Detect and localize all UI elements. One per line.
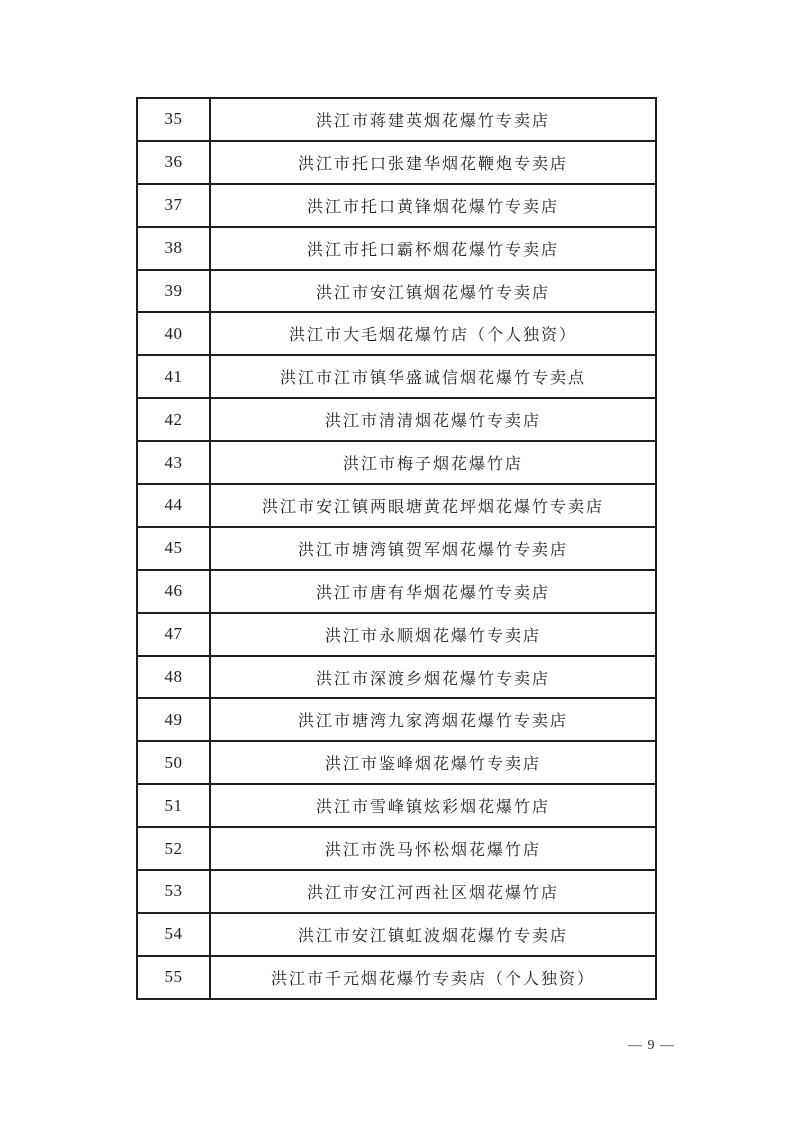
table-row: [137, 98, 656, 141]
table-row: [137, 312, 656, 355]
store-name: 洪江市托口张建华烟花鞭炮专卖店: [210, 141, 656, 184]
table-row: [137, 870, 656, 913]
table-row: [137, 141, 656, 184]
table-row: [137, 827, 656, 870]
store-name: 洪江市安江镇两眼塘黄花坪烟花爆竹专卖店: [210, 484, 656, 527]
table-row: [137, 698, 656, 741]
table-row: [137, 527, 656, 570]
store-table-body: [137, 98, 656, 999]
row-number: 36: [137, 141, 210, 184]
store-name: 洪江市洗马怀松烟花爆竹店: [210, 827, 656, 870]
table-row: [137, 913, 656, 956]
row-number: 35: [137, 98, 210, 141]
table-row: [137, 570, 656, 613]
store-name: 洪江市塘湾镇贺军烟花爆竹专卖店: [210, 527, 656, 570]
store-name: 洪江市大毛烟花爆竹店（个人独资）: [210, 312, 656, 355]
table-row: [137, 184, 656, 227]
table-row: [137, 613, 656, 656]
row-number: 53: [137, 870, 210, 913]
store-name: 洪江市深渡乡烟花爆竹专卖店: [210, 656, 656, 699]
row-number: 48: [137, 656, 210, 699]
row-number: 43: [137, 441, 210, 484]
row-number: 47: [137, 613, 210, 656]
row-number: 44: [137, 484, 210, 527]
row-number: 42: [137, 398, 210, 441]
store-name: 洪江市永顺烟花爆竹专卖店: [210, 613, 656, 656]
store-name: 洪江市安江镇烟花爆竹专卖店: [210, 270, 656, 313]
table-row: [137, 784, 656, 827]
table-row: [137, 270, 656, 313]
row-number: 49: [137, 698, 210, 741]
row-number: 37: [137, 184, 210, 227]
row-number: 41: [137, 355, 210, 398]
row-number: 52: [137, 827, 210, 870]
row-number: 50: [137, 741, 210, 784]
store-name: 洪江市蒋建英烟花爆竹专卖店: [210, 98, 656, 141]
store-name: 洪江市安江河西社区烟花爆竹店: [210, 870, 656, 913]
store-name: 洪江市清清烟花爆竹专卖店: [210, 398, 656, 441]
store-table: [136, 97, 657, 1000]
store-name: 洪江市千元烟花爆竹专卖店（个人独资）: [210, 956, 656, 999]
store-name: 洪江市托口霸杯烟花爆竹专卖店: [210, 227, 656, 270]
row-number: 45: [137, 527, 210, 570]
table-row: [137, 398, 656, 441]
table-row: [137, 956, 656, 999]
page-number: — 9 —: [628, 1038, 675, 1053]
store-name: 洪江市塘湾九家湾烟花爆竹专卖店: [210, 698, 656, 741]
row-number: 51: [137, 784, 210, 827]
row-number: 39: [137, 270, 210, 313]
table-row: [137, 484, 656, 527]
table-row: [137, 656, 656, 699]
store-name: 洪江市江市镇华盛诚信烟花爆竹专卖点: [210, 355, 656, 398]
store-name: 洪江市梅子烟花爆竹店: [210, 441, 656, 484]
table-row: [137, 741, 656, 784]
row-number: 40: [137, 312, 210, 355]
row-number: 54: [137, 913, 210, 956]
table-row: [137, 355, 656, 398]
store-name: 洪江市雪峰镇炫彩烟花爆竹店: [210, 784, 656, 827]
store-name: 洪江市安江镇虹波烟花爆竹专卖店: [210, 913, 656, 956]
table-row: [137, 227, 656, 270]
row-number: 46: [137, 570, 210, 613]
table-row: [137, 441, 656, 484]
store-name: 洪江市唐有华烟花爆竹专卖店: [210, 570, 656, 613]
store-name: 洪江市鉴峰烟花爆竹专卖店: [210, 741, 656, 784]
row-number: 38: [137, 227, 210, 270]
row-number: 55: [137, 956, 210, 999]
store-name: 洪江市托口黄锋烟花爆竹专卖店: [210, 184, 656, 227]
